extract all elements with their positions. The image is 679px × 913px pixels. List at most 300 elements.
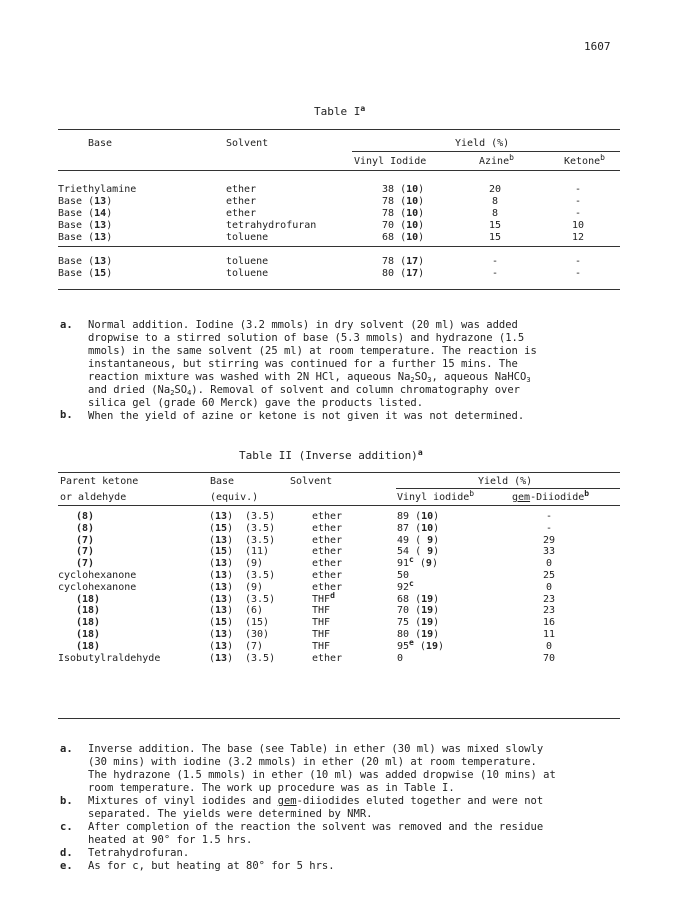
table2-cell-base-paren: ) [227,570,234,581]
table2-note-a-line-3: The hydrazone (1.5 mmols) in ether (10 ml) was added dropwise (10 mins) at [88,769,556,781]
table1-note-a-line-2: dropwise to a stirred solution of base (5.3 mmols) and hydrazone (1.5 [88,332,525,344]
table1-cell-vi-paren: ) [418,220,425,231]
table2-cell-base-paren: ) [227,641,234,652]
table1-cell-base-text: Triethylamine [58,184,137,195]
table1-cell-solvent: tetrahydrofuran [226,220,317,231]
table2-cell-base-num: 13 [215,570,228,581]
table2-cell-parent: Isobutylraldehyde [58,653,161,664]
table2-cell-base-paren: ( [209,605,216,616]
table2-cell-base-paren: ) [227,511,234,522]
table2-cell-vi-ref: 10 [421,511,434,522]
note-a-line5-sub3b: 3 [526,376,531,384]
note-a-line5-end: , aqueous NaHCO [431,371,527,383]
table2-cell-solvent [312,591,335,605]
table2-cell-gem: - [545,523,553,534]
table2-cell-equiv: (3.5) [245,570,276,581]
table1-cell-base-num: 14 [94,208,107,219]
table2-cell-parent: (7) [76,546,95,557]
table2-cell-vi-value: 87 [397,523,410,534]
table2-note-b-line-1 [88,795,543,808]
table2-cell-parent: cyclohexanone [58,582,137,593]
table2-cell-solvent-text: ether [312,570,343,581]
table2-note-c-line-2: heated at 90° for 1.5 hrs. [88,834,253,846]
table1-cell-base-num: 13 [94,220,107,231]
table2-cell-base [209,629,233,640]
table2-cell-vi-paren: ) [437,641,444,652]
table2-cell-base-num: 13 [215,629,228,640]
table1-header-base: Base [88,138,113,149]
table2-title-text: Table II (Inverse addition) [239,449,418,462]
table1-header-azine [479,153,514,167]
table1-cell-base-num: 13 [94,256,107,267]
table2-cell-base-paren: ) [227,558,234,569]
table2-cell-base-num: 13 [215,511,228,522]
table2-cell-gem: 23 [542,594,556,605]
table2-cell-base-paren: ) [227,582,234,593]
table2-cell-equiv: (9) [245,558,264,569]
table1-top-rule [58,129,620,130]
note-a-line6-end: ). Removal of solvent and column chromatography over [191,384,521,396]
note-b-rest: -diiodides eluted together and were not [296,795,544,807]
table1-header-azine-sup: b [509,153,514,162]
table2-cell-vi-paren: ) [433,546,440,557]
table2-cell-parent: (18) [76,594,101,605]
note-a-line6-sub2: 2 [170,389,175,397]
table1-note-a-line-7: silica gel (grade 60 Merck) gave the products listed. [88,397,424,409]
note-a-line5-sub3: 3 [427,376,432,384]
table2-cell-vi-paren: ( [409,629,422,640]
table2-header-rule [58,505,620,506]
table1-cell-solvent: ether [226,184,257,195]
table1-cell-base-paren: ( [82,208,95,219]
table2-cell-base [209,546,233,557]
table1-cell-vi-value: 68 [382,232,395,243]
table2-cell-base-paren: ) [227,535,234,546]
table1-cell-ketone: - [574,208,582,219]
table2-cell-gem: 29 [542,535,556,546]
table2-header-gem-rest: -Diiodide [530,492,585,503]
table2-top-rule [58,472,620,473]
table2-cell-solvent-text: THF [312,605,331,616]
table1-cell-ketone: - [574,184,582,195]
table2-cell-vi-paren: ( [413,641,426,652]
table2-cell-solvent [312,653,342,664]
table1-cell-azine: 8 [491,208,499,219]
table1-cell-ketone: - [574,256,582,267]
table2-cell-gem: 23 [542,605,556,616]
table1-cell-vi-ref: 10 [406,196,419,207]
table2-cell-base [209,558,233,569]
table2-header-base-2: (equiv.) [210,492,259,503]
table2-cell-solvent [312,582,342,593]
table2-cell-base-paren: ( [209,511,216,522]
table2-cell-solvent-text: THF [312,641,331,652]
table1-note-a-line-5 [88,371,531,384]
table1-note-a-line-6 [88,384,520,397]
table2-cell-equiv: (3.5) [245,511,276,522]
table1-header-ketone-sup: b [600,153,605,162]
table2-cell-solvent-text: THF [312,594,331,605]
table2-cell-vi-ref: 9 [421,535,434,546]
table1-cell-vi-value: 80 [382,268,395,279]
table1-cell-base-paren: ) [106,232,113,243]
table2-cell-vi-ref: 19 [421,605,434,616]
table2-cell-base [209,653,233,664]
table2-note-e-line-1: As for c, but heating at 80° for 5 hrs. [88,860,335,872]
table2-cell-base-paren: ( [209,523,216,534]
table1-cell-vi-paren: ) [418,256,425,267]
table2-cell-vi-sup: c [409,555,414,564]
table2-cell-vi-value: 49 [397,535,410,546]
table1-cell-vi-paren: ( [394,196,407,207]
table1-mid-rule [58,246,620,247]
table1-cell-solvent: toluene [226,232,269,243]
table2-cell-vinyl [397,605,439,616]
table2-cell-gem: 70 [542,653,556,664]
table2-cell-solvent [312,546,342,557]
table2-cell-vi-paren: ( [409,546,422,557]
table2-cell-solvent-text: ether [312,535,343,546]
table2-cell-equiv: (9) [245,582,264,593]
note-a-line6-start: and dried (Na [88,384,171,396]
table1-cell-vi-ref: 10 [406,208,419,219]
table2-note-b-line-2: separated. The yields were determined by NMR. [88,808,373,820]
table2-cell-vi-paren: ) [433,629,440,640]
table2-cell-solvent [312,523,342,534]
table1-note-a-line-1: Normal addition. Iodine (3.2 mmols) in dry solvent (20 ml) was added [88,319,518,331]
table2-note-a-label: a. [60,743,73,755]
note-a-line6-so: SO [174,384,188,396]
table2-cell-base-paren: ( [209,558,216,569]
table1-cell-base-paren: ) [106,220,113,231]
table2-cell-base-num: 13 [215,594,228,605]
table1-cell-vi-paren: ) [418,184,425,195]
note-a-line5-so: SO [414,371,428,383]
table2-cell-vi-ref: 9 [425,558,432,569]
table2-cell-vi-ref: 19 [421,617,434,628]
table1-cell-vi-value: 38 [382,184,395,195]
table2-cell-vinyl [397,555,438,569]
table1-cell-vi-value: 78 [382,256,395,267]
table1-cell-ketone: 12 [571,232,585,243]
table2-cell-solvent [312,535,342,546]
table1-cell-base-text: Base [58,208,83,219]
table2-cell-base [209,570,233,581]
table2-cell-vi-paren: ( [409,511,422,522]
table2-cell-solvent-text: ether [312,523,343,534]
table1-note-b-text: When the yield of azine or ketone is not given it was not determined. [88,410,525,422]
table2-cell-base-paren: ( [209,641,216,652]
table2-cell-base [209,535,233,546]
table2-header-gem [512,489,590,503]
table1-cell-azine: - [491,268,499,279]
table1-cell-vi-value: 70 [382,220,395,231]
table2-cell-base-num: 13 [215,535,228,546]
note-a-line5-start: reaction mixture was washed with 2N HCl, aqueous Na [88,371,411,383]
table2-cell-solvent-text: ether [312,558,343,569]
table2-cell-solvent-text: ether [312,582,343,593]
table2-bottom-rule [58,718,620,719]
table1-cell-vi-ref: 10 [406,232,419,243]
table2-note-a-line-2: (30 mins) with iodine (3.2 mmols) in ether (20 ml) at room temperature. [88,756,537,768]
table1-cell-vi-ref: 10 [406,184,419,195]
table2-cell-base-paren: ) [227,629,234,640]
table2-note-b-label: b. [60,795,73,807]
table2-cell-vi-paren: ( [409,617,422,628]
table1-cell-base-num: 13 [94,232,107,243]
table1-cell-base-num: 13 [94,196,107,207]
table2-note-c-label: c. [60,821,73,833]
table2-cell-vi-ref: 10 [421,523,434,534]
table2-cell-vi-value: 89 [397,511,410,522]
table2-header-solvent: Solvent [290,476,333,487]
table2-cell-base-paren: ) [227,617,234,628]
table1-cell-ketone: 10 [571,220,585,231]
table2-cell-vi-paren: ( [409,594,422,605]
table2-cell-base [209,511,233,522]
table2-cell-vi-value: 50 [397,570,410,581]
table1-note-a-line-3: mmols) in the same solvent (25 ml) at room temperature. The reaction is [88,345,537,357]
table1-cell-base-paren: ( [82,220,95,231]
table2-cell-vi-paren: ) [433,523,440,534]
table2-cell-vinyl [397,511,439,522]
table2-cell-vi-paren: ( [409,605,422,616]
table1-header-vinyl-iodide: Vinyl Iodide [354,156,427,167]
table2-cell-vi-value: 92 [397,582,410,593]
table1-cell-base-text: Base [58,232,83,243]
table2-cell-equiv: (3.5) [245,523,276,534]
table2-cell-base-paren: ( [209,570,216,581]
table2-cell-base [209,582,233,593]
table2-cell-base-paren: ( [209,617,216,628]
table2-cell-vi-paren: ( [413,558,426,569]
table1-cell-ketone: - [574,196,582,207]
table2-title [239,449,423,462]
table2-header-vinyl-sup: b [469,489,475,498]
table2-cell-vi-paren: ) [433,605,440,616]
table2-cell-base-paren: ( [209,582,216,593]
table2-cell-base-paren: ( [209,546,216,557]
table1-header-ketone [564,153,605,167]
table1-header-azine-text: Azine [479,156,510,167]
table2-header-yield: Yield (%) [478,476,533,487]
table2-cell-base-num: 13 [215,582,228,593]
table2-cell-vinyl [397,523,439,534]
table1-cell-solvent: ether [226,208,257,219]
table2-note-c-line-1: After completion of the reaction the solvent was removed and the residue [88,821,544,833]
table1-yield-rule [352,151,620,152]
table2-cell-vi-paren: ( [409,523,422,534]
table2-cell-vi-value: 75 [397,617,410,628]
table2-cell-vinyl [397,617,439,628]
table1-cell-solvent: toluene [226,256,269,267]
table2-cell-gem: 33 [542,546,556,557]
table2-cell-vinyl [397,653,403,664]
note-b-gem: gem [277,795,297,807]
table2-cell-gem: 0 [545,558,553,569]
table1-cell-base-paren: ) [106,196,113,207]
table1-cell-vi-ref: 17 [406,256,419,267]
table2-cell-solvent [312,617,330,628]
table2-header-gem-sup: b [584,489,590,498]
table1-cell-azine: 15 [488,220,502,231]
table2-cell-base-paren: ( [209,594,216,605]
table2-cell-solvent [312,558,342,569]
table2-cell-vi-value: 54 [397,546,410,557]
table1-cell-vi-paren: ) [418,196,425,207]
table1-cell-azine: - [491,256,499,267]
table2-cell-gem: 0 [545,582,553,593]
table1-cell-solvent: ether [226,196,257,207]
table1-cell-solvent: toluene [226,268,269,279]
table2-cell-vi-ref: 19 [421,629,434,640]
table1-cell-base-paren: ( [82,196,95,207]
table2-cell-gem: - [545,511,553,522]
table1-cell-vi-ref: 10 [406,220,419,231]
table2-note-a-line-1: Inverse addition. The base (see Table) in ether (30 ml) was mixed slowly [88,743,544,755]
note-a-line5-sub: 2 [410,376,415,384]
table2-cell-base-num: 13 [215,641,228,652]
table2-cell-vi-ref: 19 [425,641,438,652]
table2-cell-vi-paren: ) [433,511,440,522]
table2-cell-vi-value: 70 [397,605,410,616]
table2-cell-equiv: (7) [245,641,264,652]
table2-cell-equiv: (3.5) [245,594,276,605]
table1-header-yield: Yield (%) [455,138,510,149]
table2-cell-base [209,641,233,652]
table2-cell-equiv: (30) [245,629,270,640]
table2-note-a-line-4: room temperature. The work up procedure was as in Table I. [88,782,455,794]
table2-cell-base-paren: ( [209,629,216,640]
table1-cell-azine: 15 [488,232,502,243]
table2-cell-vi-value: 91 [397,558,410,569]
table1-cell-base-text: Base [58,256,83,267]
table2-cell-vinyl [397,638,444,652]
table2-cell-equiv: (11) [245,546,270,557]
table1-header-solvent: Solvent [226,138,269,149]
table2-cell-base-num: 13 [215,653,228,664]
note-b-prefix: Mixtures of vinyl iodides and [88,795,278,807]
table2-header-parent-2: or aldehyde [60,492,127,503]
table1-cell-azine: 20 [488,184,502,195]
table1-cell-vi-value: 78 [382,196,395,207]
table2-cell-gem: 11 [542,629,556,640]
table1-cell-vi-paren: ( [394,232,407,243]
table2-cell-vi-value: 80 [397,629,410,640]
table2-cell-base-paren: ) [227,653,234,664]
table2-cell-solvent-sup: d [330,591,335,600]
table1-note-a-label: a. [60,319,73,331]
table2-cell-base-paren: ( [209,535,216,546]
table2-cell-solvent-text: ether [312,511,343,522]
table2-title-sup: a [417,448,423,457]
table1-cell-vi-paren: ( [394,256,407,267]
table2-cell-solvent [312,629,330,640]
table2-cell-equiv: (3.5) [245,653,276,664]
table1-cell-azine: 8 [491,196,499,207]
table2-cell-vi-paren: ) [431,558,438,569]
table2-cell-base-num: 15 [215,523,228,534]
table1-cell-vi-paren: ) [418,232,425,243]
table2-cell-base-num: 15 [215,617,228,628]
table2-cell-parent: (8) [76,511,95,522]
table2-cell-parent: (7) [76,535,95,546]
table2-cell-base [209,594,233,605]
table2-cell-vinyl [397,579,414,593]
table1-title [314,105,365,118]
table1-header-ketone-text: Ketone [564,156,601,167]
table1-cell-base-paren: ) [106,256,113,267]
table1-title-text: Table I [314,105,361,118]
table2-cell-vi-paren: ( [409,535,422,546]
table2-cell-vinyl [397,594,439,605]
table1-cell-vi-paren: ( [394,220,407,231]
table2-cell-vi-ref: 19 [421,594,434,605]
table2-cell-solvent-text: ether [312,546,343,557]
table2-cell-base-paren: ) [227,546,234,557]
table1-cell-base-paren: ( [82,256,95,267]
table2-cell-base-paren: ) [227,594,234,605]
table2-cell-solvent [312,605,330,616]
table1-cell-base-num: 15 [94,268,107,279]
table2-note-e-label: e. [60,860,73,872]
table2-cell-vi-paren: ) [433,535,440,546]
table2-cell-base-num: 13 [215,558,228,569]
table2-cell-vinyl [397,535,439,546]
table2-cell-vi-ref: 9 [421,546,434,557]
table2-cell-parent: (18) [76,629,101,640]
table1-cell-base-text: Base [58,220,83,231]
table1-cell-base-paren: ( [82,232,95,243]
table2-cell-solvent-text: THF [312,629,331,640]
table2-cell-vi-value: 68 [397,594,410,605]
table2-cell-parent: (18) [76,605,101,616]
table2-cell-equiv: (15) [245,617,270,628]
table1-cell-vi-value: 78 [382,208,395,219]
table2-cell-solvent-text: ether [312,653,343,664]
table2-note-d-line-1: Tetrahydrofuran. [88,847,190,859]
table2-cell-solvent [312,641,330,652]
table2-cell-base-paren: ) [227,523,234,534]
table2-cell-parent: (7) [76,558,95,569]
table2-header-gem-u: gem [512,492,531,503]
table2-header-vinyl [397,489,475,503]
table2-cell-gem: 0 [545,641,553,652]
table1-cell-vi-paren: ( [394,184,407,195]
table2-cell-equiv: (3.5) [245,535,276,546]
table2-cell-equiv: (6) [245,605,264,616]
table2-cell-vi-paren: ) [433,594,440,605]
table2-cell-vinyl [397,570,409,581]
table1-cell-base-paren: ( [82,268,95,279]
table1-cell-base-paren: ) [106,268,113,279]
table1-header-rule [58,170,620,171]
table1-cell-vi-paren: ( [394,208,407,219]
table1-cell-vi-paren: ) [418,208,425,219]
table1-cell-vi-paren: ) [418,268,425,279]
table2-cell-vinyl [397,629,439,640]
table2-cell-gem: 16 [542,617,556,628]
table1-note-b-label: b. [60,409,73,421]
table2-cell-gem: 25 [542,570,556,581]
table1-bottom-rule [58,289,620,290]
table2-cell-vinyl [397,546,439,557]
table2-cell-base [209,605,233,616]
table1-cell-vi-ref: 17 [406,268,419,279]
table1-cell-vi-paren: ( [394,268,407,279]
table2-cell-parent: (18) [76,641,101,652]
table2-cell-vi-sup: c [409,579,414,588]
